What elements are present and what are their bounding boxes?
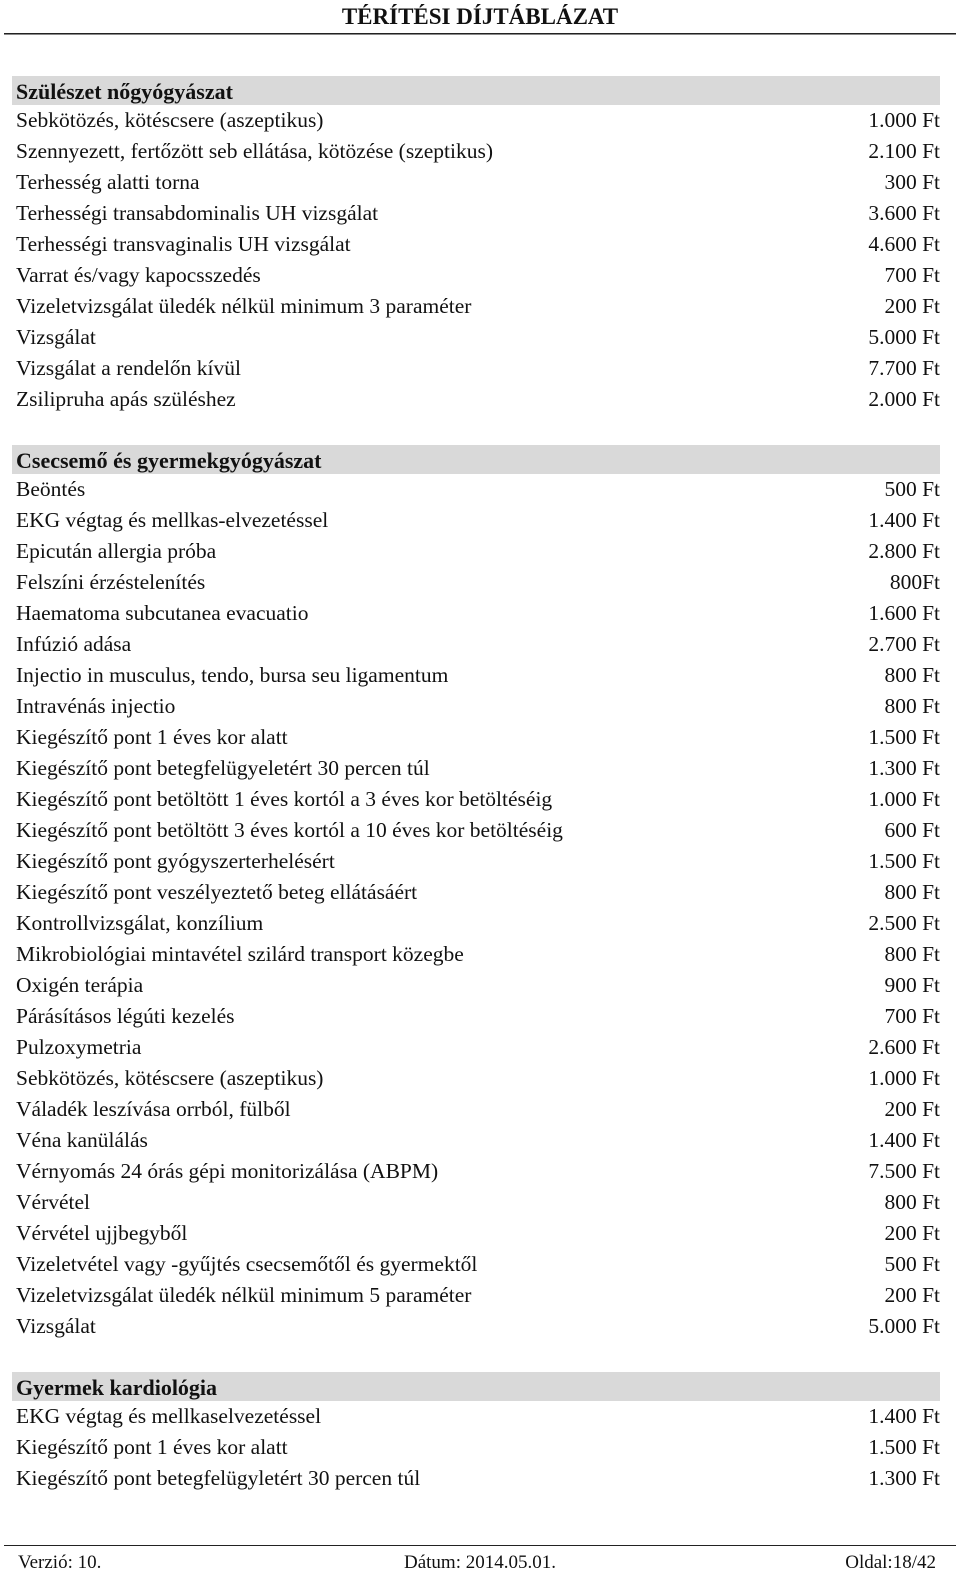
table-row [12,1156,940,1187]
service-price: 5.000 Ft [868,325,940,349]
table-row [12,353,940,384]
service-name: Szennyezett, fertőzött seb ellátása, kötözése (szeptikus) [16,139,493,163]
service-price: 200 Ft [884,294,940,318]
service-price: 1.400 Ft [868,1404,940,1428]
service-name: EKG végtag és mellkaselvezetéssel [16,1404,322,1428]
service-name: Zsilipruha apás szüléshez [16,387,236,411]
table-row [12,105,940,136]
table-row [12,384,940,415]
service-name: Sebkötözés, kötéscsere (aszeptikus) [16,108,324,132]
service-name: Vizeletvétel vagy -gyűjtés csecsemőtől és gyermektől [16,1252,478,1276]
table-row [12,1094,940,1125]
service-price: 1.500 Ft [868,849,940,873]
table-row [12,784,940,815]
service-name: Kiegészítő pont 1 éves kor alatt [16,725,288,749]
table-row [12,536,940,567]
table-row [12,1311,940,1342]
page-title: TÉRÍTÉSI DÍJTÁBLÁZAT [341,4,619,29]
service-price: 2.700 Ft [868,632,940,656]
service-price: 1.600 Ft [868,601,940,625]
table-row [12,1001,940,1032]
service-name: Varrat és/vagy kapocsszedés [16,263,261,287]
service-price: 3.600 Ft [868,201,940,225]
service-price: 1.000 Ft [868,108,940,132]
table-row [12,260,940,291]
service-name: Párásításos légúti kezelés [16,1004,235,1028]
table-row [12,291,940,322]
service-price: 4.600 Ft [868,232,940,256]
table-row [12,567,940,598]
footer-version: Verzió: 10. [18,1552,102,1573]
table-row [12,629,940,660]
service-price: 1.000 Ft [868,787,940,811]
service-name: Vizeletvizsgálat üledék nélkül minimum 3 paraméter [16,294,472,318]
service-price: 900 Ft [884,973,940,997]
service-name: Terhesség alatti torna [16,170,200,194]
service-price: 2.800 Ft [868,539,940,563]
service-name: Sebkötözés, kötéscsere (aszeptikus) [16,1066,324,1090]
table-row [12,846,940,877]
service-price: 200 Ft [884,1097,940,1121]
service-name: Kiegészítő pont gyógyszerterhelésért [16,849,335,873]
service-price: 800 Ft [884,880,940,904]
service-name: Kiegészítő pont betöltött 1 éves kortól a 3 éves kor betöltéséig [16,787,553,811]
section-header: Csecsemő és gyermekgyógyászat [12,445,940,474]
service-name: Epicután allergia próba [16,539,217,563]
table-row [12,1187,940,1218]
table-row [12,198,940,229]
page-footer [18,1548,936,1578]
service-name: Injectio in musculus, tendo, bursa seu ligamentum [16,663,449,687]
table-row [12,136,940,167]
service-price: 1.300 Ft [868,756,940,780]
service-name: EKG végtag és mellkas-elvezetéssel [16,508,329,532]
service-price: 1.000 Ft [868,1066,940,1090]
service-name: Vérvétel ujjbegyből [16,1221,188,1245]
section-header: Gyermek kardiológia [12,1372,940,1401]
service-price: 2.500 Ft [868,911,940,935]
service-name: Vizsgálat [16,1314,96,1338]
table-row [12,753,940,784]
table-row [12,322,940,353]
table-row [12,939,940,970]
section [12,1372,940,1494]
service-price: 300 Ft [884,170,940,194]
service-name: Kiegészítő pont betegfelügyletért 30 percen túl [16,1466,421,1490]
service-name: Kiegészítő pont betöltött 3 éves kortól a 10 éves kor betöltéséig [16,818,563,842]
service-name: Kiegészítő pont betegfelügyeletért 30 percen túl [16,756,430,780]
service-price: 800Ft [889,570,940,594]
service-price: 200 Ft [884,1283,940,1307]
table-row [12,691,940,722]
table-row [12,1463,940,1494]
service-name: Terhességi transvaginalis UH vizsgálat [16,232,351,256]
table-row [12,970,940,1001]
table-row [12,598,940,629]
section-header: Szülészet nőgyógyászat [12,76,940,105]
service-name: Pulzoxymetria [16,1035,142,1059]
table-row [12,229,940,260]
service-name: Oxigén terápia [16,973,144,997]
footer-date: Dátum: 2014.05.01. [404,1552,556,1573]
table-row [12,1249,940,1280]
service-name: Vizsgálat [16,325,96,349]
service-price: 500 Ft [884,1252,940,1276]
service-name: Vérnyomás 24 órás gépi monitorizálása (ABPM) [16,1159,439,1183]
table-row [12,1218,940,1249]
service-name: Haematoma subcutanea evacuatio [16,601,309,625]
table-row [12,474,940,505]
service-name: Véna kanülálás [16,1128,148,1152]
service-price: 1.500 Ft [868,1435,940,1459]
table-row [12,815,940,846]
service-name: Infúzió adása [16,632,132,656]
service-name: Vérvétel [16,1190,91,1214]
service-price: 7.500 Ft [868,1159,940,1183]
table-row [12,505,940,536]
table-row [12,722,940,753]
footer-page-number: Oldal:18/42 [845,1552,936,1573]
table-row [12,1432,940,1463]
service-price: 800 Ft [884,942,940,966]
service-price: 500 Ft [884,477,940,501]
section [12,76,940,415]
service-price: 200 Ft [884,1221,940,1245]
table-row [12,908,940,939]
service-name: Kiegészítő pont veszélyeztető beteg ellátásáért [16,880,418,904]
service-name: Vizeletvizsgálat üledék nélkül minimum 5 paraméter [16,1283,472,1307]
service-name: Terhességi transabdominalis UH vizsgálat [16,201,379,225]
table-row [12,1032,940,1063]
table-row [12,1063,940,1094]
service-name: Felszíni érzéstelenítés [16,570,206,594]
table-row [12,877,940,908]
service-name: Beöntés [16,477,86,501]
service-price: 1.300 Ft [868,1466,940,1490]
service-name: Váladék leszívása orrból, fülből [16,1097,291,1121]
table-row [12,1401,940,1432]
service-price: 800 Ft [884,663,940,687]
table-row [12,1280,940,1311]
service-price: 2.100 Ft [868,139,940,163]
service-price: 2.000 Ft [868,387,940,411]
service-name: Vizsgálat a rendelőn kívül [16,356,241,380]
service-price: 5.000 Ft [868,1314,940,1338]
service-price: 1.400 Ft [868,1128,940,1152]
service-price: 7.700 Ft [868,356,940,380]
section [12,445,940,1342]
service-price: 600 Ft [884,818,940,842]
service-name: Intravénás injectio [16,694,176,718]
service-name: Kontrollvizsgálat, konzílium [16,911,264,935]
service-price: 1.500 Ft [868,725,940,749]
service-price: 700 Ft [884,1004,940,1028]
service-price: 800 Ft [884,694,940,718]
service-price: 2.600 Ft [868,1035,940,1059]
service-price: 1.400 Ft [868,508,940,532]
table-row [12,1125,940,1156]
service-price: 700 Ft [884,263,940,287]
table-row [12,660,940,691]
title-divider [4,33,956,34]
price-table [12,76,940,1524]
service-price: 800 Ft [884,1190,940,1214]
table-row [12,167,940,198]
service-name: Mikrobiológiai mintavétel szilárd transport közegbe [16,942,464,966]
service-name: Kiegészítő pont 1 éves kor alatt [16,1435,288,1459]
footer-divider [4,1545,956,1546]
